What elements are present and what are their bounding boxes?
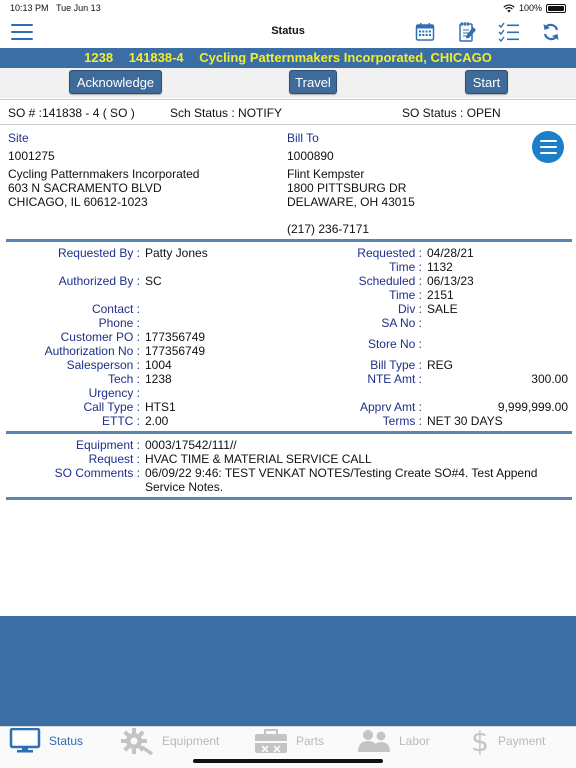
notepad-pencil-icon[interactable]: [455, 20, 479, 44]
salesperson-label: Salesperson :: [66, 358, 140, 372]
div-label: Div :: [398, 302, 422, 316]
gear-wrench-icon: [120, 727, 154, 755]
tab-equipment[interactable]: [120, 727, 219, 755]
request-label: Request :: [88, 452, 140, 466]
tab-status-label: Status: [49, 734, 84, 748]
battery-percent: 100%: [518, 3, 542, 13]
div-value: SALE: [427, 302, 458, 316]
scheduled-time-label: Time :: [389, 288, 422, 302]
so-number: SO # :141838 - 4 ( SO ): [8, 106, 135, 120]
tab-equipment-label: Equipment: [162, 734, 220, 748]
battery-icon: [546, 4, 566, 13]
checklist-icon[interactable]: [497, 20, 521, 44]
requested-by-value: Patty Jones: [145, 246, 208, 260]
site-address-1: 603 N SACRAMENTO BLVD: [8, 181, 162, 195]
authorized-by-value: SC: [145, 274, 162, 288]
authorization-no-value: 177356749: [145, 344, 206, 358]
wifi-icon: [503, 4, 515, 13]
bill-to-address-1: 1800 PITTSBURG DR: [287, 181, 407, 195]
site-name: Cycling Patternmakers Incorporated: [8, 167, 200, 181]
site-address-2: CHICAGO, IL 60612-1023: [8, 195, 148, 209]
bill-type-value: REG: [427, 358, 454, 372]
travel-button[interactable]: Travel: [289, 70, 337, 94]
so-comments-line-1: 06/09/22 9:46: TEST VENKAT NOTES/Testing Create SO#4. Test Append: [145, 466, 538, 480]
section-divider: [6, 239, 572, 242]
bill-to-phone: (217) 236-7171: [287, 222, 370, 236]
start-button[interactable]: Start: [465, 70, 508, 94]
sch-status: Sch Status : NOTIFY: [170, 106, 283, 120]
section-divider: [6, 497, 572, 500]
home-indicator: [193, 759, 383, 763]
requested-by-label: Requested By :: [57, 246, 140, 260]
scheduled-time-value: 2151: [427, 288, 454, 302]
requested-time-value: 1132: [427, 260, 453, 274]
contact-label: Contact :: [91, 302, 140, 316]
header-customer: Cycling Patternmakers Incorporated, CHICAGO: [199, 50, 492, 65]
tab-parts[interactable]: [254, 727, 324, 755]
section-divider: [6, 431, 572, 434]
tech-label: Tech :: [107, 372, 140, 386]
bill-to-label: Bill To: [287, 131, 319, 145]
divider: [0, 99, 576, 100]
ettc-label: ETTC :: [102, 414, 140, 428]
tab-parts-label: Parts: [296, 734, 325, 748]
toolbox-icon: [254, 728, 288, 754]
people-icon: [357, 729, 391, 753]
tech-value: 1238: [145, 372, 172, 386]
nte-amt-label: NTE Amt :: [367, 372, 422, 386]
apprv-amt-value: 9,999,999.00: [497, 400, 568, 414]
salesperson-value: 1004: [145, 358, 172, 372]
request-value: HVAC TIME & MATERIAL SERVICE CALL: [145, 452, 372, 466]
requested-date-label: Requested :: [357, 246, 422, 260]
scheduled-date-value: 06/13/23: [427, 274, 474, 288]
site-label: Site: [8, 131, 29, 145]
so-comments-line-2: Service Notes.: [145, 480, 224, 494]
tab-payment[interactable]: [470, 727, 545, 755]
site-code: 1001275: [8, 149, 55, 163]
nte-amt-value: 300.00: [531, 372, 568, 386]
clock-date: Tue Jun 13: [56, 3, 101, 13]
bill-type-label: Bill Type :: [370, 358, 422, 372]
phone-label: Phone :: [98, 316, 140, 330]
requested-time-label: Time :: [389, 260, 422, 274]
tab-status[interactable]: [9, 727, 83, 755]
call-type-label: Call Type :: [83, 400, 140, 414]
navigation-bar: [0, 16, 576, 48]
equipment-value: 0003/17542/111//: [145, 438, 237, 452]
header-tech-id: 1238: [84, 50, 114, 65]
apprv-amt-label: Apprv Amt :: [359, 400, 422, 414]
tab-payment-label: Payment: [498, 734, 546, 748]
authorization-no-label: Authorization No :: [44, 344, 140, 358]
tab-labor-label: Labor: [399, 734, 430, 748]
header-order-id: 141838-4: [128, 50, 184, 65]
svg-text:$: $: [471, 727, 489, 755]
requested-date-value: 04/28/21: [427, 246, 474, 260]
so-status: SO Status : OPEN: [402, 106, 501, 120]
bill-to-code: 1000890: [287, 149, 334, 163]
menu-fab-button[interactable]: [532, 131, 564, 163]
bottom-blue-panel: [0, 616, 576, 726]
authorized-by-label: Authorized By :: [58, 274, 140, 288]
page-title: Status: [271, 25, 305, 37]
customer-po-label: Customer PO :: [60, 330, 140, 344]
clock-time: 10:13 PM: [10, 3, 49, 13]
terms-label: Terms :: [382, 414, 422, 428]
urgency-label: Urgency :: [88, 386, 140, 400]
ettc-value: 2.00: [145, 414, 169, 428]
scheduled-date-label: Scheduled :: [358, 274, 422, 288]
action-button-row: [0, 68, 576, 98]
terms-value: NET 30 DAYS: [427, 414, 503, 428]
so-comments-label: SO Comments :: [54, 466, 140, 480]
customer-po-value: 177356749: [145, 330, 206, 344]
service-order-header: [0, 48, 576, 68]
system-status-bar: [0, 0, 576, 16]
acknowledge-button[interactable]: Acknowledge: [69, 70, 162, 94]
store-no-label: Store No :: [367, 337, 422, 351]
bill-to-name: Flint Kempster: [287, 167, 365, 181]
sa-no-label: SA No :: [381, 316, 422, 330]
dollar-icon: [470, 727, 490, 755]
call-type-value: HTS1: [145, 400, 176, 414]
divider: [0, 124, 576, 125]
monitor-icon: [9, 728, 41, 754]
tab-labor[interactable]: [357, 727, 430, 755]
bill-to-address-2: DELAWARE, OH 43015: [287, 195, 415, 209]
refresh-icon[interactable]: [539, 20, 563, 44]
equipment-label: Equipment :: [75, 438, 140, 452]
calendar-icon[interactable]: [413, 20, 437, 44]
